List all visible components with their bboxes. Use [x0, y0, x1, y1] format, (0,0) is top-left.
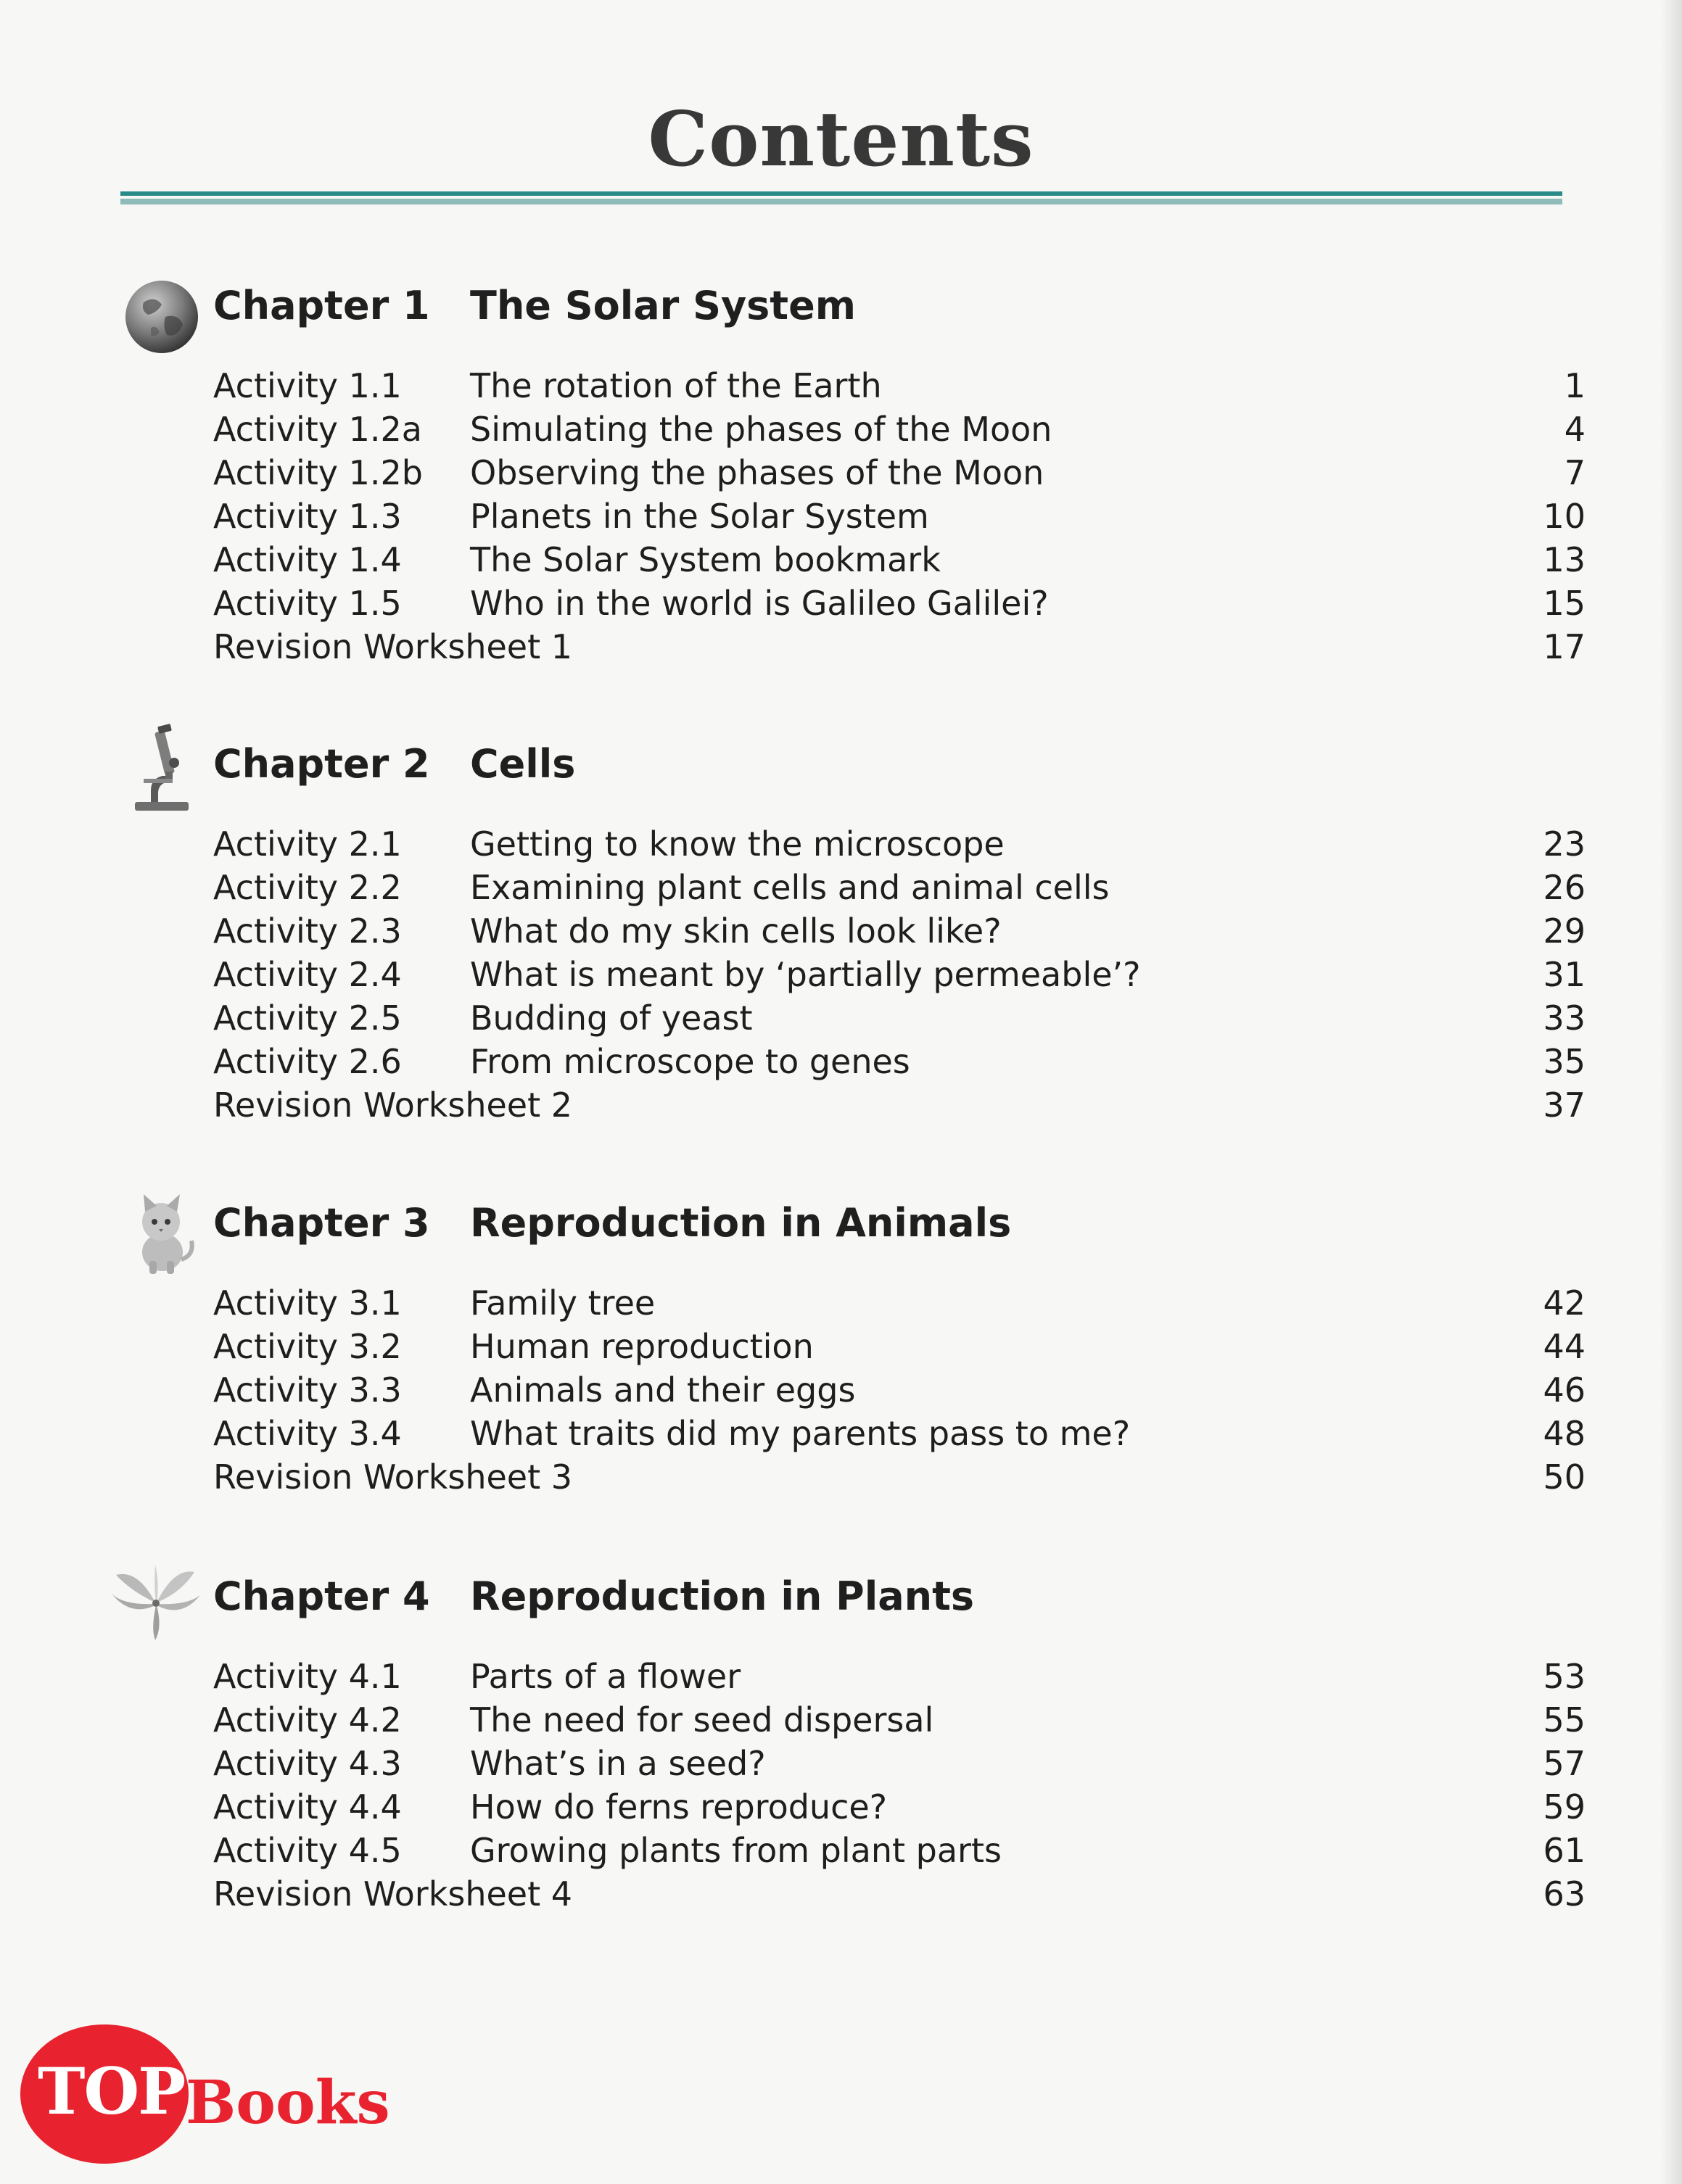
page-number: 61 — [1543, 1831, 1586, 1870]
activity-title: Family tree — [470, 1283, 656, 1323]
toc-row[interactable] — [0, 1412, 1682, 1455]
toc-row[interactable] — [0, 1742, 1682, 1785]
toc-row[interactable] — [0, 822, 1682, 866]
activity-label: Activity 1.1 — [213, 366, 402, 405]
page-number: 26 — [1543, 868, 1586, 907]
activity-label: Activity 2.3 — [213, 911, 402, 951]
page-number: 10 — [1543, 497, 1586, 536]
activity-title: Planets in the Solar System — [470, 497, 929, 536]
page-number: 13 — [1543, 540, 1586, 579]
activity-label: Activity 1.2b — [213, 453, 424, 492]
activity-label: Activity 4.5 — [213, 1831, 402, 1870]
page-title: Contents — [648, 94, 1034, 183]
activity-title: Observing the phases of the Moon — [470, 453, 1044, 492]
toc-row[interactable] — [0, 866, 1682, 909]
revision-label: Revision Worksheet 2 — [213, 1085, 572, 1125]
toc-row[interactable] — [0, 451, 1682, 495]
revision-label: Revision Worksheet 3 — [213, 1457, 572, 1497]
chapter-number: Chapter 4 — [213, 1573, 430, 1619]
toc-row[interactable] — [0, 1083, 1682, 1127]
activity-label: Activity 1.5 — [213, 584, 402, 623]
toc-row[interactable] — [0, 625, 1682, 669]
title-rule-dark — [120, 191, 1562, 196]
page-number: 17 — [1543, 627, 1586, 666]
toc-row[interactable] — [0, 1698, 1682, 1742]
activity-label: Activity 1.3 — [213, 497, 402, 536]
toc-row[interactable] — [0, 1829, 1682, 1872]
page-number: 15 — [1543, 584, 1586, 623]
activity-title: Animals and their eggs — [470, 1370, 856, 1410]
activity-label: Activity 1.2a — [213, 410, 422, 449]
activity-label: Activity 1.4 — [213, 540, 402, 579]
page-number: 42 — [1543, 1283, 1586, 1323]
activity-label: Activity 3.3 — [213, 1370, 402, 1410]
activity-title: From microscope to genes — [470, 1042, 910, 1081]
page-number: 29 — [1543, 911, 1586, 951]
activity-label: Activity 4.4 — [213, 1787, 402, 1827]
lily-flower-icon — [109, 1562, 203, 1642]
chapter-number: Chapter 2 — [213, 741, 430, 787]
page-number: 46 — [1543, 1370, 1586, 1410]
activity-title: Getting to know the microscope — [470, 824, 1005, 864]
page-number: 35 — [1543, 1042, 1586, 1081]
page-number: 63 — [1543, 1874, 1586, 1914]
chapter-number: Chapter 1 — [213, 283, 430, 328]
page-number: 44 — [1543, 1327, 1586, 1366]
earth-icon — [122, 277, 202, 357]
page-number: 57 — [1543, 1744, 1586, 1783]
activity-label: Activity 3.4 — [213, 1414, 402, 1453]
activity-title: Who in the world is Galileo Galilei? — [470, 584, 1049, 623]
page-number: 7 — [1564, 453, 1586, 492]
topbooks-logo — [13, 2024, 390, 2169]
toc-row[interactable] — [0, 1872, 1682, 1916]
page-number: 48 — [1543, 1414, 1586, 1453]
activity-title: Parts of a flower — [470, 1657, 741, 1696]
toc-row[interactable] — [0, 996, 1682, 1040]
logo-books-text: Books — [186, 2068, 390, 2138]
toc-row[interactable] — [0, 953, 1682, 996]
activity-title: Budding of yeast — [470, 998, 753, 1038]
page-number: 33 — [1543, 998, 1586, 1038]
chapter-title: The Solar System — [470, 283, 857, 328]
page-number: 1 — [1564, 366, 1586, 405]
activity-label: Activity 3.2 — [213, 1327, 402, 1366]
page-number: 55 — [1543, 1700, 1586, 1740]
kitten-icon — [122, 1190, 202, 1270]
activity-title: How do ferns reproduce? — [470, 1787, 888, 1827]
page-number: 53 — [1543, 1657, 1586, 1696]
toc-row[interactable] — [0, 1655, 1682, 1698]
activity-title: The need for seed dispersal — [470, 1700, 934, 1740]
activity-title: What do my skin cells look like? — [470, 911, 1002, 951]
activity-label: Activity 4.2 — [213, 1700, 402, 1740]
toc-row[interactable] — [0, 538, 1682, 582]
chapter-title: Cells — [470, 741, 576, 787]
activity-label: Activity 2.6 — [213, 1042, 402, 1081]
activity-title: The Solar System bookmark — [470, 540, 941, 579]
activity-title: What traits did my parents pass to me? — [470, 1414, 1131, 1453]
page-number: 37 — [1543, 1085, 1586, 1125]
activity-label: Activity 3.1 — [213, 1283, 402, 1323]
toc-row[interactable] — [0, 1455, 1682, 1499]
toc-row[interactable] — [0, 1368, 1682, 1412]
activity-label: Activity 2.1 — [213, 824, 402, 864]
toc-row[interactable] — [0, 1281, 1682, 1325]
activity-title: Examining plant cells and animal cells — [470, 868, 1110, 907]
activity-label: Activity 2.2 — [213, 868, 402, 907]
toc-row[interactable] — [0, 582, 1682, 625]
toc-row[interactable] — [0, 408, 1682, 451]
activity-label: Activity 2.4 — [213, 955, 402, 994]
toc-row[interactable] — [0, 1040, 1682, 1083]
activity-title: What is meant by ‘partially permeable’? — [470, 955, 1141, 994]
activity-title: What’s in a seed? — [470, 1744, 766, 1783]
title-rule-light — [120, 199, 1562, 204]
activity-title: Human reproduction — [470, 1327, 814, 1366]
activity-label: Activity 4.1 — [213, 1657, 402, 1696]
chapter-title: Reproduction in Animals — [470, 1200, 1012, 1246]
page-number: 4 — [1564, 410, 1586, 449]
toc-row[interactable] — [0, 1785, 1682, 1829]
toc-row[interactable] — [0, 364, 1682, 408]
toc-row[interactable] — [0, 495, 1682, 538]
page-number: 23 — [1543, 824, 1586, 864]
revision-label: Revision Worksheet 4 — [213, 1874, 572, 1914]
microscope-icon — [122, 721, 202, 801]
activity-title: Simulating the phases of the Moon — [470, 410, 1052, 449]
toc-row[interactable] — [0, 1325, 1682, 1368]
activity-label: Activity 2.5 — [213, 998, 402, 1038]
chapter-number: Chapter 3 — [213, 1200, 430, 1246]
logo-top-text: TOP — [38, 2053, 185, 2129]
activity-label: Activity 4.3 — [213, 1744, 402, 1783]
activity-title: The rotation of the Earth — [470, 366, 882, 405]
page-number: 31 — [1543, 955, 1586, 994]
page-number: 50 — [1543, 1457, 1586, 1497]
chapter-title: Reproduction in Plants — [470, 1573, 975, 1619]
revision-label: Revision Worksheet 1 — [213, 627, 572, 666]
page-number: 59 — [1543, 1787, 1586, 1827]
toc-row[interactable] — [0, 909, 1682, 953]
activity-title: Growing plants from plant parts — [470, 1831, 1002, 1870]
